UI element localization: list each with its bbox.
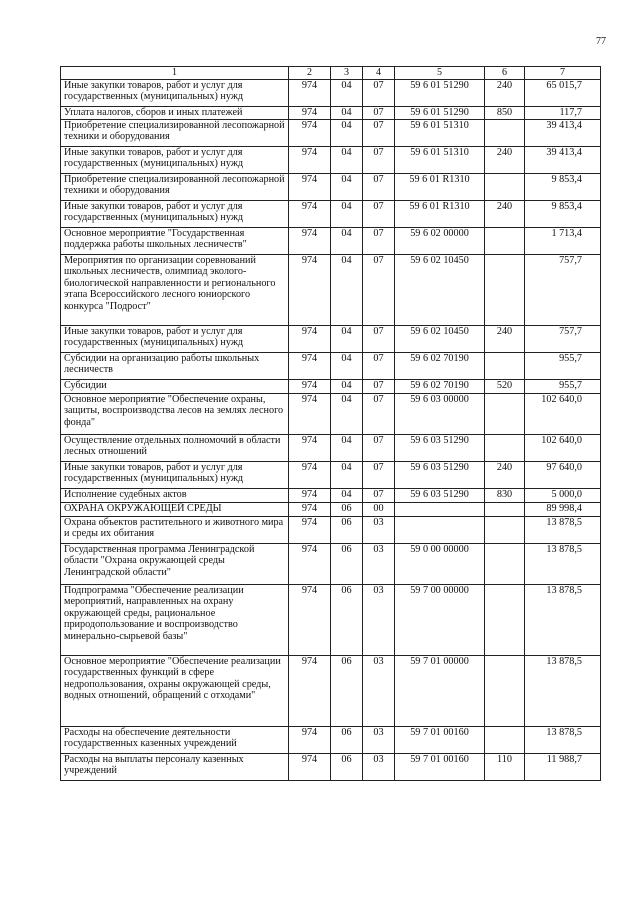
row-name: Расходы на обеспечение деятельности государственных казенных учреждений: [61, 726, 289, 753]
cell-col4: 03: [363, 753, 395, 780]
cell-col3: 06: [331, 726, 363, 753]
cell-col2: 974: [289, 254, 331, 325]
cell-col6: [485, 516, 525, 543]
row-name: Приобретение специализированной лесопожарной техники и оборудования: [61, 119, 289, 146]
cell-col6: [485, 227, 525, 254]
table-row: [61, 753, 601, 780]
cell-col2: 974: [289, 753, 331, 780]
table-row: [61, 726, 601, 753]
cell-col4: 07: [363, 461, 395, 488]
cell-col6: [485, 726, 525, 753]
cell-col2: 974: [289, 200, 331, 227]
cell-col2: 974: [289, 227, 331, 254]
cell-col2: 974: [289, 502, 331, 516]
cell-col6: [485, 393, 525, 434]
cell-col7: 5 000,0: [525, 488, 601, 502]
table-row: [61, 502, 601, 516]
cell-col7: 1 713,4: [525, 227, 601, 254]
cell-col3: 04: [331, 434, 363, 461]
cell-col5: 59 0 00 00000: [395, 543, 485, 584]
cell-col7: 955,7: [525, 379, 601, 393]
cell-col6: 240: [485, 325, 525, 352]
cell-col5: 59 6 03 51290: [395, 488, 485, 502]
cell-col4: 07: [363, 79, 395, 106]
row-name: Исполнение судебных актов: [61, 488, 289, 502]
row-name: Основное мероприятие "Обеспечение охраны, защиты, воспроизводства лесов на землях лесного фонда": [61, 393, 289, 434]
table-row: [61, 200, 601, 227]
cell-col5: 59 6 01 R1310: [395, 200, 485, 227]
cell-col6: [485, 434, 525, 461]
table-row: [61, 173, 601, 200]
cell-col4: 07: [363, 173, 395, 200]
cell-col4: 07: [363, 106, 395, 119]
cell-col7: 65 015,7: [525, 79, 601, 106]
cell-col3: 04: [331, 106, 363, 119]
cell-col6: 240: [485, 461, 525, 488]
cell-col4: 07: [363, 325, 395, 352]
cell-col3: 04: [331, 325, 363, 352]
table-row: [61, 461, 601, 488]
table-row: [61, 584, 601, 655]
row-name: Уплата налогов, сборов и иных платежей: [61, 106, 289, 119]
cell-col7: 39 413,4: [525, 119, 601, 146]
cell-col3: 06: [331, 516, 363, 543]
row-name: Расходы на выплаты персоналу казенных учреждений: [61, 753, 289, 780]
cell-col2: 974: [289, 434, 331, 461]
cell-col3: 06: [331, 543, 363, 584]
cell-col5: 59 7 01 00160: [395, 726, 485, 753]
table-row: [61, 119, 601, 146]
cell-col6: 520: [485, 379, 525, 393]
cell-col3: 06: [331, 655, 363, 726]
cell-col6: [485, 173, 525, 200]
cell-col5: [395, 502, 485, 516]
cell-col3: 04: [331, 119, 363, 146]
cell-col2: 974: [289, 543, 331, 584]
header-cell: 2: [289, 67, 331, 80]
row-name: Основное мероприятие "Обеспечение реализации государственных функций в сфере недропользования, охраны окружающей среды, водных отношений, обращений с отходами": [61, 655, 289, 726]
cell-col7: 11 988,7: [525, 753, 601, 780]
cell-col6: 850: [485, 106, 525, 119]
cell-col6: [485, 352, 525, 379]
cell-col4: 07: [363, 227, 395, 254]
cell-col3: 04: [331, 379, 363, 393]
cell-col2: 974: [289, 173, 331, 200]
cell-col7: 13 878,5: [525, 543, 601, 584]
cell-col4: 03: [363, 543, 395, 584]
row-name: Субсидии: [61, 379, 289, 393]
cell-col5: 59 6 01 51310: [395, 146, 485, 173]
row-name: Иные закупки товаров, работ и услуг для государственных (муниципальных) нужд: [61, 200, 289, 227]
cell-col3: 04: [331, 393, 363, 434]
cell-col6: [485, 584, 525, 655]
header-cell: 3: [331, 67, 363, 80]
table-row: [61, 379, 601, 393]
cell-col2: 974: [289, 726, 331, 753]
cell-col6: [485, 543, 525, 584]
cell-col5: 59 6 01 R1310: [395, 173, 485, 200]
cell-col5: 59 6 03 51290: [395, 461, 485, 488]
cell-col6: 240: [485, 146, 525, 173]
cell-col7: 117,7: [525, 106, 601, 119]
row-name: Охрана объектов растительного и животного мира и среды их обитания: [61, 516, 289, 543]
header-cell: 5: [395, 67, 485, 80]
cell-col2: 974: [289, 393, 331, 434]
cell-col4: 07: [363, 434, 395, 461]
cell-col4: 07: [363, 119, 395, 146]
cell-col4: 00: [363, 502, 395, 516]
cell-col7: 9 853,4: [525, 200, 601, 227]
cell-col6: 240: [485, 79, 525, 106]
row-name: Осуществление отдельных полномочий в области лесных отношений: [61, 434, 289, 461]
table-row: [61, 106, 601, 119]
cell-col5: 59 6 01 51310: [395, 119, 485, 146]
cell-col7: 955,7: [525, 352, 601, 379]
cell-col2: 974: [289, 146, 331, 173]
row-name: Подпрограмма "Обеспечение реализации мероприятий, направленных на охрану окружающей среды, рациональное природопользование и воспроизводство минерально-сырьевой базы": [61, 584, 289, 655]
cell-col2: 974: [289, 106, 331, 119]
table-row: [61, 79, 601, 106]
table-row: [61, 352, 601, 379]
cell-col6: 240: [485, 200, 525, 227]
cell-col2: 974: [289, 79, 331, 106]
cell-col4: 07: [363, 200, 395, 227]
row-name: ОХРАНА ОКРУЖАЮЩЕЙ СРЕДЫ: [61, 502, 289, 516]
cell-col6: [485, 254, 525, 325]
cell-col3: 04: [331, 146, 363, 173]
table-row: [61, 325, 601, 352]
cell-col5: 59 6 02 00000: [395, 227, 485, 254]
cell-col7: 13 878,5: [525, 584, 601, 655]
table-row: [61, 516, 601, 543]
cell-col2: 974: [289, 379, 331, 393]
row-name: Иные закупки товаров, работ и услуг для государственных (муниципальных) нужд: [61, 79, 289, 106]
cell-col5: 59 6 01 51290: [395, 106, 485, 119]
cell-col5: 59 6 02 70190: [395, 379, 485, 393]
cell-col4: 07: [363, 488, 395, 502]
cell-col5: 59 6 02 70190: [395, 352, 485, 379]
row-name: Иные закупки товаров, работ и услуг для государственных (муниципальных) нужд: [61, 461, 289, 488]
cell-col3: 06: [331, 584, 363, 655]
cell-col7: 13 878,5: [525, 655, 601, 726]
cell-col3: 04: [331, 173, 363, 200]
cell-col3: 04: [331, 254, 363, 325]
cell-col4: 07: [363, 146, 395, 173]
table-row: [61, 488, 601, 502]
cell-col3: 04: [331, 461, 363, 488]
cell-col3: 04: [331, 352, 363, 379]
cell-col4: 07: [363, 379, 395, 393]
row-name: Иные закупки товаров, работ и услуг для государственных (муниципальных) нужд: [61, 325, 289, 352]
cell-col4: 07: [363, 352, 395, 379]
cell-col2: 974: [289, 352, 331, 379]
cell-col4: 03: [363, 655, 395, 726]
cell-col5: 59 7 01 00000: [395, 655, 485, 726]
cell-col7: 757,7: [525, 254, 601, 325]
budget-table: [60, 66, 601, 781]
cell-col5: 59 6 02 10450: [395, 325, 485, 352]
row-name: Государственная программа Ленинградской области "Охрана окружающей среды Ленинградской области": [61, 543, 289, 584]
cell-col7: 13 878,5: [525, 726, 601, 753]
cell-col3: 04: [331, 79, 363, 106]
cell-col2: 974: [289, 325, 331, 352]
cell-col7: 102 640,0: [525, 393, 601, 434]
cell-col4: 03: [363, 726, 395, 753]
cell-col2: 974: [289, 516, 331, 543]
cell-col2: 974: [289, 488, 331, 502]
row-name: Иные закупки товаров, работ и услуг для государственных (муниципальных) нужд: [61, 146, 289, 173]
cell-col2: 974: [289, 119, 331, 146]
header-cell: 6: [485, 67, 525, 80]
table-row: [61, 655, 601, 726]
header-cell: 1: [61, 67, 289, 80]
cell-col5: 59 7 00 00000: [395, 584, 485, 655]
cell-col2: 974: [289, 461, 331, 488]
cell-col7: 39 413,4: [525, 146, 601, 173]
cell-col5: 59 6 03 00000: [395, 393, 485, 434]
header-cell: 4: [363, 67, 395, 80]
cell-col5: 59 7 01 00160: [395, 753, 485, 780]
cell-col3: 04: [331, 200, 363, 227]
cell-col4: 07: [363, 254, 395, 325]
cell-col6: [485, 119, 525, 146]
row-name: Основное мероприятие "Государственная поддержка работы школьных лесничеств": [61, 227, 289, 254]
cell-col7: 757,7: [525, 325, 601, 352]
cell-col6: [485, 655, 525, 726]
table-row: [61, 393, 601, 434]
page-number: 77: [596, 36, 606, 47]
cell-col7: 89 998,4: [525, 502, 601, 516]
cell-col6: 110: [485, 753, 525, 780]
header-cell: 7: [525, 67, 601, 80]
table-row: [61, 146, 601, 173]
cell-col2: 974: [289, 584, 331, 655]
row-name: Приобретение специализированной лесопожарной техники и оборудования: [61, 173, 289, 200]
cell-col7: 102 640,0: [525, 434, 601, 461]
table-row: [61, 543, 601, 584]
cell-col5: 59 6 02 10450: [395, 254, 485, 325]
table-row: [61, 254, 601, 325]
cell-col3: 06: [331, 753, 363, 780]
cell-col3: 04: [331, 227, 363, 254]
cell-col5: 59 6 03 51290: [395, 434, 485, 461]
row-name: Мероприятия по организации соревнований школьных лесничеств, олимпиад эколого-биологической направленности и регионального этапа Всероссийского лесного юниорского конкурса "Подрост": [61, 254, 289, 325]
cell-col5: 59 6 01 51290: [395, 79, 485, 106]
table-row: [61, 434, 601, 461]
cell-col5: [395, 516, 485, 543]
cell-col6: 830: [485, 488, 525, 502]
row-name: Субсидии на организацию работы школьных лесничеств: [61, 352, 289, 379]
cell-col3: 04: [331, 488, 363, 502]
cell-col7: 13 878,5: [525, 516, 601, 543]
cell-col4: 07: [363, 393, 395, 434]
cell-col4: 03: [363, 516, 395, 543]
cell-col2: 974: [289, 655, 331, 726]
table-row: [61, 227, 601, 254]
cell-col7: 9 853,4: [525, 173, 601, 200]
table-header-row: [61, 67, 601, 80]
cell-col7: 97 640,0: [525, 461, 601, 488]
cell-col4: 03: [363, 584, 395, 655]
cell-col3: 06: [331, 502, 363, 516]
cell-col6: [485, 502, 525, 516]
